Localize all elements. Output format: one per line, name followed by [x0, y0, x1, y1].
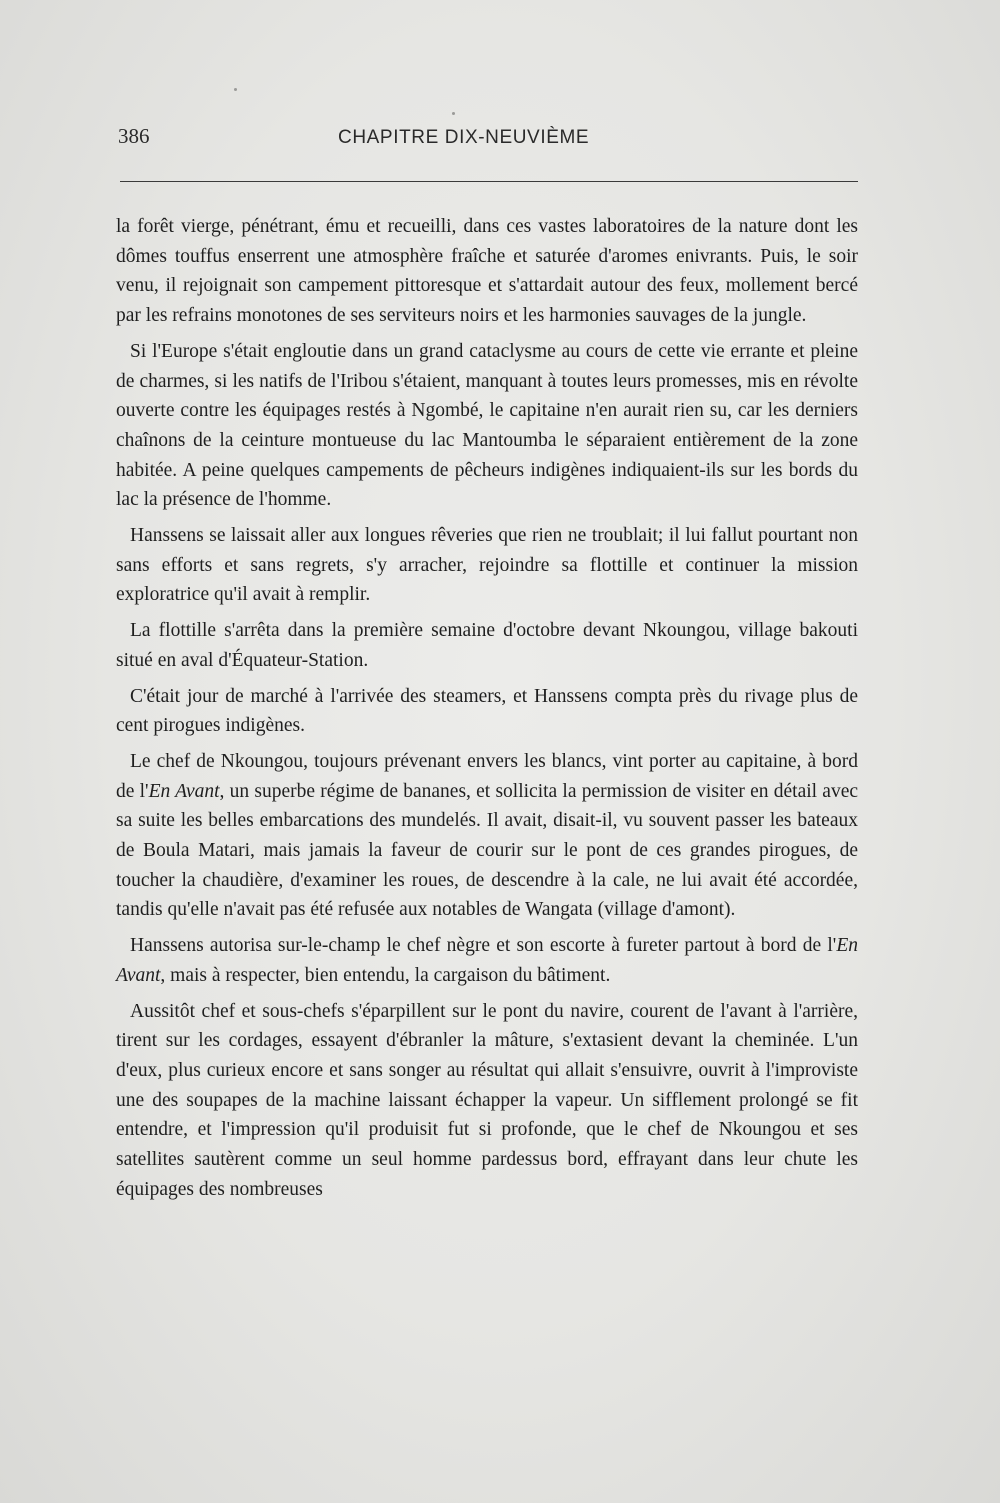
- chapter-title: CHAPITRE DIX-NEUVIÈME: [338, 127, 590, 148]
- paragraph: Le chef de Nkoungou, toujours prévenant envers les blancs, vint porter au capitaine, à bord de l'En Avant, un superbe régime de bananes, et sollicita la permission de visiter en détail avec sa suite les belles embarcations des mundelés. Il avait, disait-il, vu souvent passer les bateaux de Boula Matari, mais jamais la faveur de courir sur le pont de ces grandes pirogues, de toucher la chaudière, d'examiner les roues, de descendre à la cale, ne lui avait été accordée, tandis qu'elle n'avait pas été refusée aux notables de Wangata (village d'amont).: [116, 750, 859, 921]
- page-number: 386: [118, 124, 150, 148]
- ship-name: En Avant: [148, 780, 220, 802]
- paragraph: Aussitôt chef et sous-chefs s'éparpillent sur le pont du navire, courent de l'avant à l'arrière, tirent sur les cordages, essayent d'ébranler la mâture, s'extasient devant la cheminée. L'un d'eux, plus curieux encore et sans songer au résultat qui allait s'ensuivre, ouvrit à l'improviste une des soupapes de la machine laissant échapper la vapeur. Un sifflement prolongé se fit entendre, et l'impression qu'il produisit fut si profonde, que le chef de Nkoungou et ses satellites sautèrent comme un seul homme pardessus bord, effrayant dans leur chute les équipages des nombreuses: [116, 1000, 858, 1200]
- running-head: [118, 124, 858, 158]
- paragraph: La flottille s'arrêta dans la première semaine d'octobre devant Nkoungou, village bakouti situé en aval d'Équateur-Station.: [116, 620, 858, 671]
- paragraph: Si l'Europe s'était engloutie dans un grand cataclysme au cours de cette vie errante et pleine de charmes, si les natifs de l'Iribou s'étaient, manquant à toutes leurs promesses, mis en révolte ouverte contre les équipages restés à Ngombé, le capitaine n'en aurait rien su, car les derniers chaînons de la ceinture montueuse du lac Mantoumba le séparaient entièrement de la zone habitée. A peine quelques campements de pêcheurs indigènes indiquaient-ils sur les bords du lac la présence de l'homme.: [116, 340, 858, 511]
- body-text: [116, 212, 858, 1211]
- header-rule: [120, 181, 858, 182]
- paragraph: Hanssens autorisa sur-le-champ le chef nègre et son escorte à fureter partout à bord de l'En Avant, mais à respecter, bien entendu, la cargaison du bâtiment.: [116, 935, 858, 986]
- paragraph: la forêt vierge, pénétrant, ému et recueilli, dans ces vastes laboratoires de la nature dont les dômes touffus enserrent une atmosphère fraîche et saturée d'aromes enivrants. Puis, le soir venu, il rejoignait son campement pittoresque et s'attardait autour des feux, mollement bercé par les refrains monotones de ses serviteurs noirs et les harmonies sauvages de la jungle.: [116, 216, 858, 327]
- paper-speck: [452, 112, 455, 115]
- paper-speck: [234, 88, 237, 91]
- paragraph: C'était jour de marché à l'arrivée des steamers, et Hanssens compta près du rivage plus de cent pirogues indigènes.: [116, 685, 858, 737]
- ship-name: En Avant: [116, 935, 858, 986]
- paragraph: Hanssens se laissait aller aux longues rêveries que rien ne troublait; il lui fallut pourtant non sans efforts et sans regrets, s'y arracher, rejoindre sa flottille et continuer la mission exploratrice qu'il avait à remplir.: [116, 525, 858, 606]
